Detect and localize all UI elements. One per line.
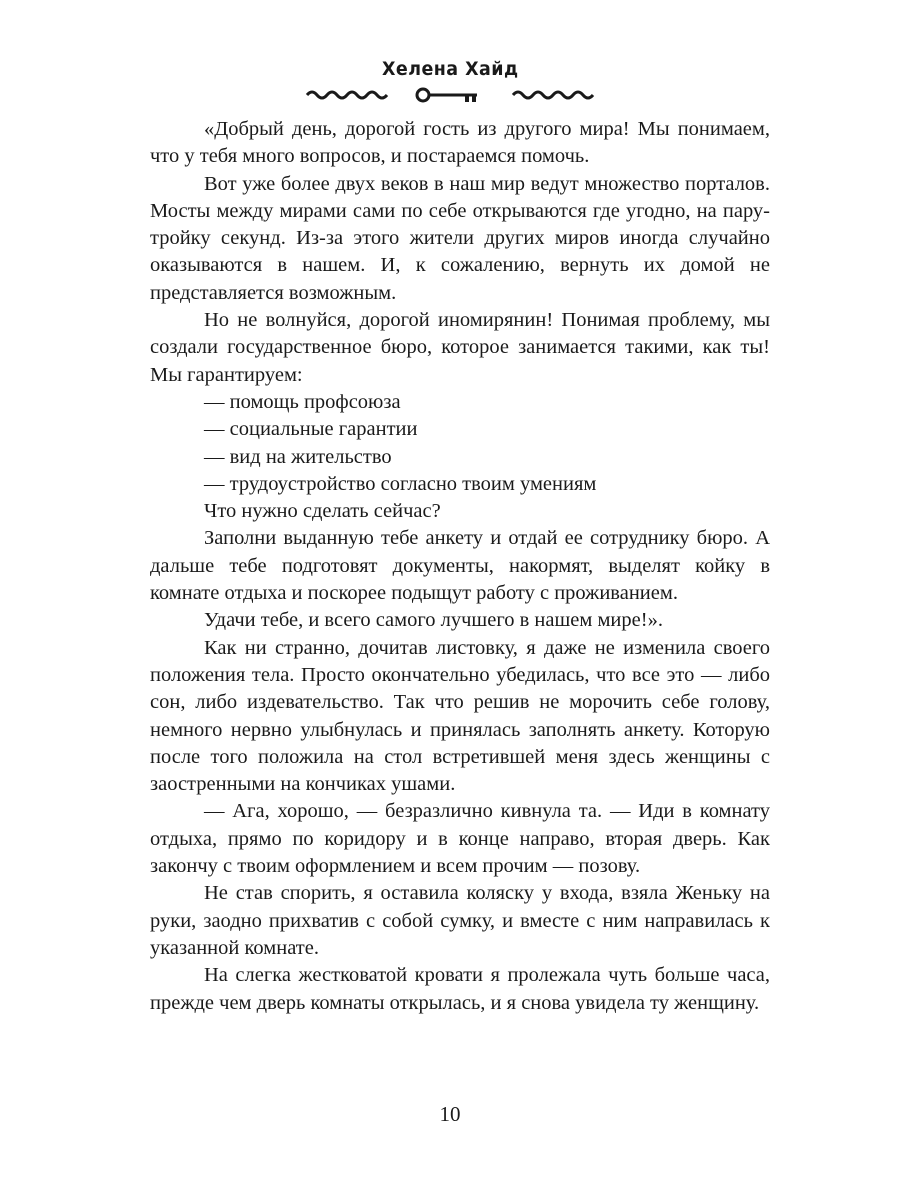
paragraph: Как ни странно, дочитав листовку, я даже не изменила своего положения тела. Просто окончательно убедилась, что все это — либо сон, либо издевательство. Так что решив не морочить себе голову, немного нервно улыбнулась и принялась заполнять анкету. Которую после того положила на стол встретившей меня здесь женщины с заостренными на кончиках ушами. [150,636,770,796]
body-text [150,116,770,1017]
paragraph: Заполни выданную тебе анкету и отдай ее сотруднику бюро. А дальше тебе подготовят документы, накормят, выделят койку в комнате отдыха и поскорее подыщут работу с проживанием. [150,527,770,605]
paragraph: На слегка жестковатой кровати я пролежала чуть больше часа, прежде чем дверь комнаты открылась, и я снова увидела ту женщину. [150,964,770,1014]
paragraph: Что нужно сделать сейчас? [204,500,441,523]
key-ornament-icon [305,86,595,104]
paragraph: Удачи тебе, и всего самого лучшего в нашем мире!». [204,609,663,632]
paragraph: «Добрый день, дорогой гость из другого мира! Мы понимаем, что у тебя много вопросов, и постараемся помочь. [150,118,770,168]
author-name: Хелена Хайд [381,58,519,80]
list-item: — трудоустройство согласно твоим умениям [204,472,597,495]
list-item: — социальные гарантии [204,418,418,441]
paragraph: Не став спорить, я оставила коляску у входа, взяла Женьку на руки, заодно прихватив с собой сумку, и вместе с ним направилась к указанной комнате. [150,882,770,959]
paragraph: Вот уже более двух веков в наш мир ведут множество порталов. Мосты между мирами сами по себе открываются где угодно, на пару-тройку секунд. Из-за этого жители других миров иногда случайно оказываются в нашем. И, к сожалению, вернуть их домой не представляется возможным. [150,172,770,304]
list-item: — вид на жительство [204,445,392,468]
list-item: — помощь профсоюза [204,390,401,413]
paragraph: — Ага, хорошо, — безразлично кивнула та. — Иди в комнату отдыха, прямо по коридору и в конце направо, вторая дверь. Как закончу с твоим оформлением и всем прочим — позову. [150,800,770,878]
running-head [0,58,900,104]
page-number: 10 [439,1102,461,1126]
paragraph: Но не волнуйся, дорогой иномирянин! Понимая проблему, мы создали государственное бюро, которое занимается такими, как ты! Мы гарантируем: [150,309,770,386]
